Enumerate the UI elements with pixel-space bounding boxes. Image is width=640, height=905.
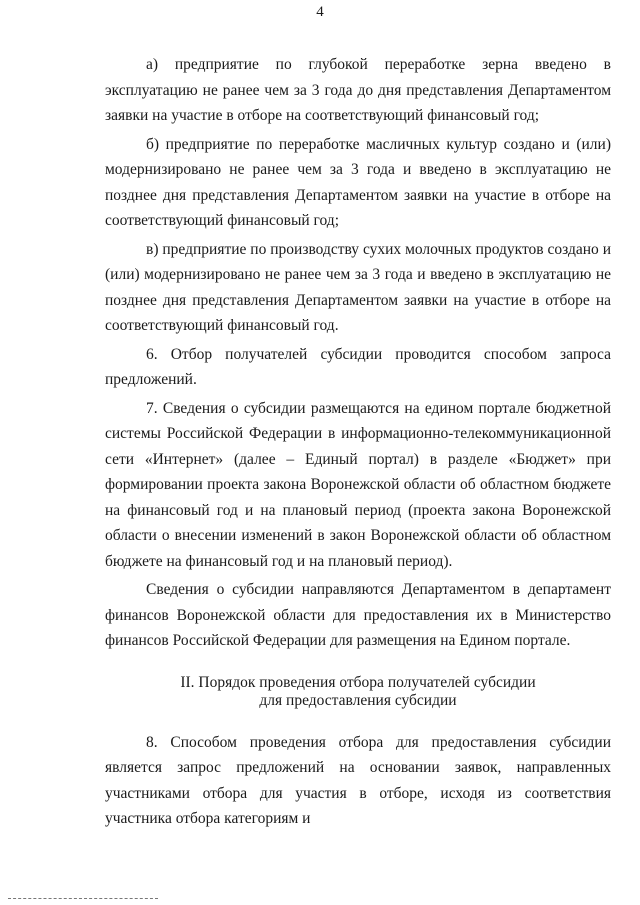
paragraph-a: а) предприятие по глубокой переработке зерна введено в эксплуатацию не ранее чем за 3 года до дня представления Департаментом заявки на участие в отборе на соответствующий финансовый год; bbox=[105, 56, 611, 124]
paragraph-7-info: Сведения о субсидии направляются Департаментом в департамент финансов Воронежской области для предоставления их в Министерство финансов Российской Федерации для размещения на Едином портале. bbox=[105, 581, 611, 649]
paragraph-6: 6. Отбор получателей субсидии проводится способом запроса предложений. bbox=[105, 345, 611, 388]
footer-rule bbox=[8, 898, 158, 899]
section-heading-line-1: II. Порядок проведения отбора получателей субсидии bbox=[180, 673, 536, 691]
section-heading bbox=[105, 674, 611, 710]
page-number: 4 bbox=[316, 4, 324, 20]
paragraph-8: 8. Способом проведения отбора для предоставления субсидии является запрос предложений на основании заявок, направленных участниками отбора для участия в отборе, исходя из соответствия участника отбора категориям и bbox=[105, 733, 611, 827]
section-heading-line-2: для предоставления субсидии bbox=[259, 691, 457, 709]
paragraph-7: 7. Сведения о субсидии размещаются на едином портале бюджетной системы Российской Федерации в информационно-телекоммуникационной сети «Интернет» (далее – Единый портал) в разделе «Бюджет» при формировании проекта закона Воронежской области об областном бюджете на финансовый год и на плановый период (проекта закона Воронежской области о внесении изменений в закон Воронежской области об областном бюджете на финансовый год и на плановый период). bbox=[105, 399, 611, 570]
document-body bbox=[105, 52, 611, 835]
paragraph-v: в) предприятие по производству сухих молочных продуктов создано и (или) модернизировано не ранее чем за 3 года и введено в эксплуатацию не позднее дня представления Департаментом заявки на участие в отборе на соответствующий финансовый год. bbox=[105, 240, 611, 334]
paragraph-b: б) предприятие по переработке масличных культур создано и (или) модернизировано не ранее чем за 3 года и введено в эксплуатацию не позднее дня представления Департаментом заявки на участие в отборе на соответствующий финансовый год; bbox=[105, 135, 611, 229]
